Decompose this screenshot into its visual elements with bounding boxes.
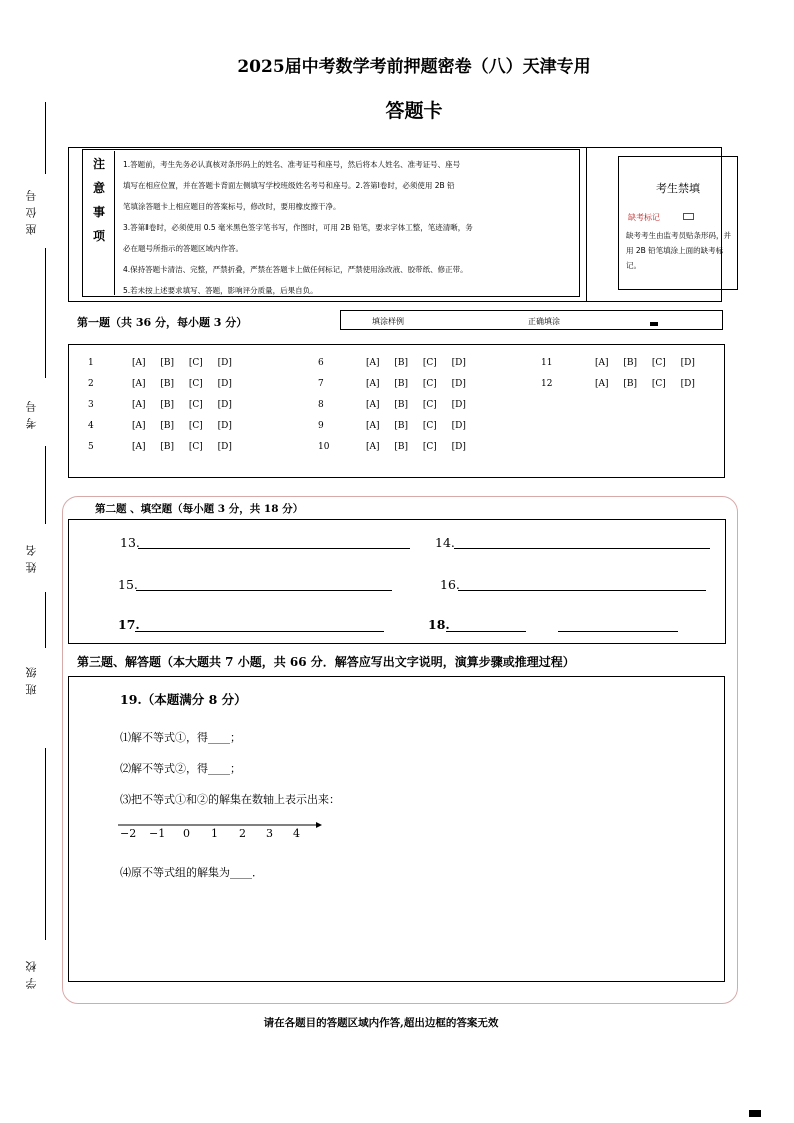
binding-line <box>45 592 46 648</box>
fill-correct-label: 正确填涂 <box>528 317 560 326</box>
q17-answer-line[interactable] <box>135 631 384 632</box>
axis-tick-label: 2 <box>239 827 246 840</box>
axis-tick-label: −2 <box>120 827 137 840</box>
answer-sheet-title: 答题卡 <box>385 100 443 122</box>
q14-label: 14. <box>435 535 455 550</box>
filled-bubble-icon <box>650 322 658 326</box>
exam-only-title: 考生禁填 <box>656 182 700 195</box>
section1-title: 第一题（共 36 分，每小题 3 分） <box>77 316 248 329</box>
page-marker-icon <box>749 1110 761 1117</box>
notes-text: 1.答题前，考生先务必认真核对条形码上的姓名、准考证号和座号，然后将本人姓名、准考证号、座号 填写在相应位置，并在答题卡背面左侧填写学校班级姓名考号和座号。2.答第Ⅰ卷时，必须使用 2B 铅 笔填涂答题卡上相应题目的答案标号，修改时，要用橡皮擦干净。 3.答第Ⅱ卷时，必须使用 0.5 毫米黑色签字笔书写，作图时，可用 2B 铅笔，要求字体工整，笔迹清晰，务 必在题号所指示的答题区域内作答。 4.保持答题卡清洁、完整，严禁折叠，严禁在答题卡上做任何标记，严禁使用涂改液、胶带纸、修正带。 5.若未按上述要求填写、答题，影响评分质量，后果自负。 <box>123 160 473 295</box>
q13-answer-line[interactable] <box>138 548 410 549</box>
page-title: 2025届中考数学考前押题密卷（八）天津专用 <box>237 57 591 77</box>
exam-no-label: 考号 <box>25 395 38 429</box>
section2-title: 第二题 、填空题（每小题 3 分，共 18 分） <box>95 503 304 515</box>
q17-label: 17. <box>118 617 140 632</box>
axis-tick-label: 3 <box>266 827 273 840</box>
q13-label: 13. <box>120 535 140 550</box>
q19-part3: ⑶把不等式①和②的解集在数轴上表示出来： <box>120 793 340 806</box>
q18-answer-line-2[interactable] <box>558 631 678 632</box>
footer-note: 请在各题目的答题区域内作答,超出边框的答案无效 <box>263 1017 499 1029</box>
school-label: 学校 <box>25 955 38 989</box>
class-label: 班级 <box>25 661 38 695</box>
section3-title: 第三题、解答题（本大题共 7 小题，共 66 分．解答应写出文字说明，演算步骤或推理过程） <box>77 655 575 669</box>
q15-answer-line[interactable] <box>136 590 392 591</box>
q19-title: 19.（本题满分 8 分） <box>120 692 247 707</box>
binding-line <box>45 748 46 940</box>
name-label: 姓名 <box>25 539 38 573</box>
binding-line <box>45 446 46 524</box>
axis-tick-label: 0 <box>183 827 190 840</box>
notes-divider <box>586 147 587 302</box>
q18-label: 18. <box>428 617 450 632</box>
q18-answer-line-1[interactable] <box>446 631 526 632</box>
axis-tick-label: 4 <box>293 827 300 840</box>
missing-mark-label: 缺考标记 <box>628 213 660 222</box>
fill-example-label: 填涂样例 <box>372 317 404 326</box>
axis-tick-label: −1 <box>149 827 166 840</box>
q15-label: 15. <box>118 577 138 592</box>
binding-line <box>45 102 46 174</box>
binding-line <box>45 248 46 378</box>
q19-part1: ⑴解不等式①，得____； <box>120 731 241 744</box>
missing-mark-desc: 缺考考生由监考员贴条形码，并用 2B 铅笔填涂上面的缺考标记。 <box>626 231 731 270</box>
q16-label: 16. <box>440 577 460 592</box>
q14-answer-line[interactable] <box>454 548 710 549</box>
axis-tick-label: 1 <box>211 827 218 840</box>
notes-heading: 注 意 事 项 <box>84 151 115 295</box>
seat-label: 座位号 <box>25 184 38 236</box>
missing-mark-checkbox[interactable] <box>683 213 694 220</box>
q19-part2: ⑵解不等式②，得____； <box>120 762 241 775</box>
fill-blank-box <box>68 519 726 644</box>
q19-part4: ⑷原不等式组的解集为____． <box>120 866 263 879</box>
q16-answer-line[interactable] <box>458 590 706 591</box>
